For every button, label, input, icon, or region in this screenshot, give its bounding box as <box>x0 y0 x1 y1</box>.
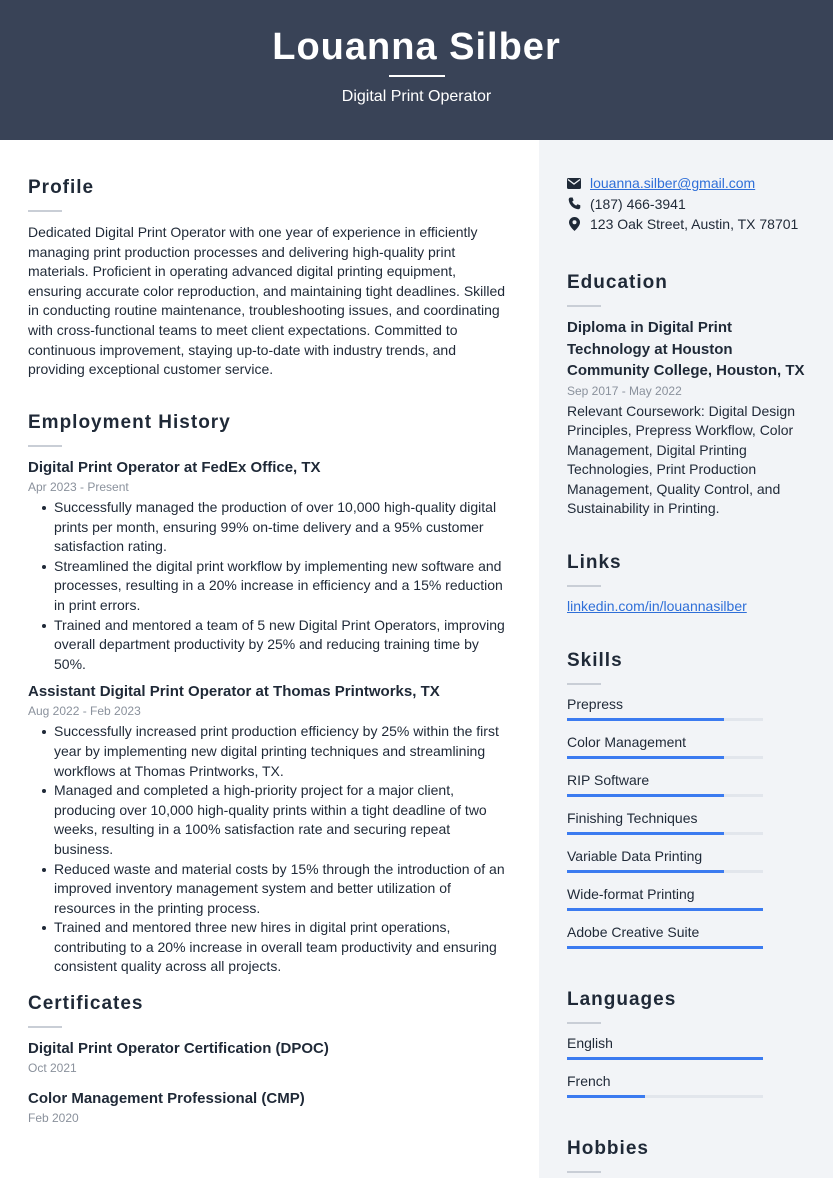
skill-bar-fill <box>567 1057 763 1060</box>
skill-item <box>567 808 807 835</box>
list-item: Successfully increased print production efficiency by 25% within the first year by implementing new digital printing techniques and streamlining workflows at Thomas Printworks, TX. <box>54 722 508 781</box>
skill-bar-fill <box>567 794 724 797</box>
hobbies-heading: Hobbies <box>567 1138 649 1159</box>
contact-section <box>567 173 807 235</box>
email-link[interactable]: louanna.silber@gmail.com <box>590 175 756 192</box>
job-title: Digital Print Operator at FedEx Office, TX <box>28 459 321 476</box>
languages-list <box>567 1033 807 1098</box>
skill-bar-track <box>567 756 763 759</box>
certificates-section <box>28 992 508 1127</box>
skill-bar-track <box>567 946 763 949</box>
languages-section <box>567 988 807 1098</box>
education-date: Sep 2017 - May 2022 <box>567 383 682 398</box>
skills-section <box>567 649 807 949</box>
section-divider <box>567 1022 601 1024</box>
certificate-date: Feb 2020 <box>28 1111 79 1125</box>
list-item: Reduced waste and material costs by 15% through the introduction of an improved inventory management system and better utilization of resources in the printing process. <box>54 860 508 919</box>
hobbies-section <box>567 1137 807 1173</box>
skill-bar-fill <box>567 832 724 835</box>
envelope-icon <box>567 176 581 190</box>
links-section <box>567 551 807 616</box>
links-heading: Links <box>567 552 622 573</box>
profile-section <box>28 176 508 380</box>
section-divider <box>567 683 601 685</box>
skill-label: Color Management <box>567 734 687 750</box>
skill-bar-track <box>567 1057 763 1060</box>
section-divider <box>28 445 62 447</box>
languages-heading: Languages <box>567 989 677 1010</box>
skill-bar-fill <box>567 1095 645 1098</box>
job-entry <box>28 682 508 977</box>
skill-label: Wide-format Printing <box>567 886 695 902</box>
list-item: Streamlined the digital print workflow by implementing new software and processes, resulting in a 20% increase in efficiency and a 15% reduction in print errors. <box>54 557 508 616</box>
employment-heading: Employment History <box>28 412 231 433</box>
skills-heading: Skills <box>567 650 623 671</box>
profile-heading: Profile <box>28 177 95 198</box>
profile-text: Dedicated Digital Print Operator with one year of experience in efficiently managing print production processes and delivering high-quality print materials. Proficient in operating advanced digital printing equipment, ensuring accurate color reproduction, and maintaining tight deadlines. Skilled in conducting routine maintenance, troubleshooting issues, and coordinating with cross-functional teams to meet client expectations. Committed to continuous improvement, staying up-to-date with industry trends, and providing exceptional customer service. <box>28 224 506 378</box>
linkedin-link[interactable]: linkedin.com/in/louannasilber <box>567 598 747 614</box>
certificate-title: Digital Print Operator Certification (DPOC) <box>28 1040 329 1057</box>
list-item: Trained and mentored three new hires in digital print operations, contributing to a 20% increase in overall team productivity and ensuring consistent quality across all projects. <box>54 918 508 977</box>
candidate-title: Digital Print Operator <box>341 88 492 105</box>
skill-bar-track <box>567 870 763 873</box>
skill-bar-fill <box>567 718 724 721</box>
list-item: Successfully managed the production of over 10,000 high-quality digital prints per month, ensuring 99% on-time delivery and a 95% customer satisfaction rating. <box>54 498 508 557</box>
section-divider <box>28 210 62 212</box>
education-section <box>567 271 807 519</box>
skill-bar-fill <box>567 870 724 873</box>
skill-label: Variable Data Printing <box>567 848 703 864</box>
header-divider <box>389 75 445 77</box>
skill-bar-fill <box>567 756 724 759</box>
skill-label: Adobe Creative Suite <box>567 924 700 940</box>
job-bullets <box>28 498 508 674</box>
job-bullets <box>28 722 508 977</box>
resume-header <box>0 0 833 140</box>
job-date: Apr 2023 - Present <box>28 480 129 494</box>
section-divider <box>567 305 601 307</box>
map-pin-icon <box>567 217 581 231</box>
contact-phone <box>567 194 807 215</box>
skill-bar-track <box>567 718 763 721</box>
skill-item <box>567 732 807 759</box>
job-entry <box>28 458 508 674</box>
certificate-entry <box>28 1089 508 1127</box>
skill-item <box>567 884 807 911</box>
certificates-heading: Certificates <box>28 993 144 1014</box>
section-divider <box>28 1026 62 1028</box>
address-text: 123 Oak Street, Austin, TX 78701 <box>590 216 799 233</box>
job-title: Assistant Digital Print Operator at Thomas Printworks, TX <box>28 683 440 701</box>
list-item: Trained and mentored a team of 5 new Digital Print Operators, improving overall department productivity by 25% and reducing training time by 50%. <box>54 616 508 675</box>
skill-bar-track <box>567 832 763 835</box>
contact-email <box>567 173 807 194</box>
skill-bar-fill <box>567 946 763 949</box>
skill-label: English <box>567 1035 613 1051</box>
skill-label: Finishing Techniques <box>567 810 698 826</box>
employment-section <box>28 411 508 977</box>
skill-label: Prepress <box>567 696 624 712</box>
skill-item <box>567 1033 807 1060</box>
contact-address <box>567 214 807 235</box>
candidate-name: Louanna Silber <box>272 26 561 68</box>
skill-bar-track <box>567 1095 763 1098</box>
job-date: Aug 2022 - Feb 2023 <box>28 704 141 719</box>
list-item: Managed and completed a high-priority project for a major client, producing over 10,000 high-quality prints within a tight deadline of two weeks, resulting in a 100% satisfaction rate and securing repeat business. <box>54 781 508 859</box>
certificate-date: Oct 2021 <box>28 1061 77 1075</box>
education-text: Relevant Coursework: Digital Design Principles, Prepress Workflow, Color Management, Digital Printing Technologies, Print Production Management, Quality Control, and Sustainability in Printing. <box>567 402 795 517</box>
skill-item <box>567 846 807 873</box>
certificate-entry <box>28 1039 508 1077</box>
skill-label: RIP Software <box>567 772 650 788</box>
phone-number: (187) 466-3941 <box>590 195 686 212</box>
skill-label: French <box>567 1073 611 1089</box>
phone-icon <box>567 197 581 211</box>
section-divider <box>567 1171 601 1173</box>
skill-bar-fill <box>567 908 763 911</box>
skill-item <box>567 1071 807 1098</box>
skill-bar-track <box>567 794 763 797</box>
skill-item <box>567 694 807 721</box>
skills-list <box>567 694 807 949</box>
skill-item <box>567 770 807 797</box>
skill-bar-track <box>567 908 763 911</box>
education-heading: Education <box>567 272 668 293</box>
skill-item <box>567 922 807 949</box>
section-divider <box>567 585 601 587</box>
education-degree: Diploma in Digital Print Technology at Houston Community College, Houston, TX <box>567 319 805 379</box>
certificate-title: Color Management Professional (CMP) <box>28 1090 305 1107</box>
